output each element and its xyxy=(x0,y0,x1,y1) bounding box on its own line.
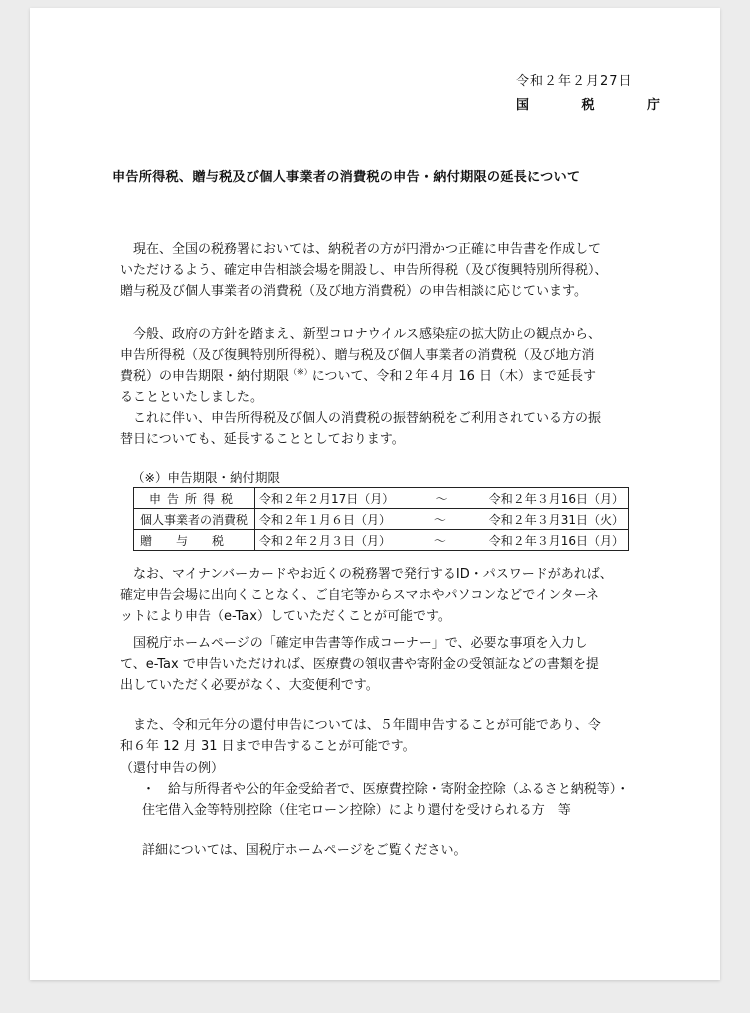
agency-char: 庁 xyxy=(646,98,660,113)
period-from: 令和２年２月17日（月） xyxy=(259,491,395,506)
table-row xyxy=(134,530,629,551)
text-segment: 費税）の申告期限・納付期限 xyxy=(120,369,290,384)
agency-char: 国 xyxy=(516,98,530,113)
period-separator: ～ xyxy=(433,533,446,548)
text-line: 確定申告会場に出向くことなく、ご自宅等からスマホやパソコンなどでインターネ xyxy=(120,588,600,603)
text-line: 替日についても、延長することとしております。 xyxy=(120,432,405,447)
example-line: 給与所得者や公的年金受給者で、医療費控除・寄附金控除（ふるさと納税等）・ xyxy=(168,782,630,797)
text-line: て、e-Tax で申告いただければ、医療費の領収書や寄附金の受領証などの書類を提 xyxy=(120,657,599,672)
bullet: ・ xyxy=(142,782,156,797)
tax-type-cell: 贈与税 xyxy=(134,530,255,551)
text-line: 和６年 12 月 31 日まで申告することが可能です。 xyxy=(120,739,416,754)
text-line: ることといたしました。 xyxy=(120,390,264,405)
issue-date: 令和２年２月27日 xyxy=(516,74,633,89)
text-line: 贈与税及び個人事業者の消費税（及び地方消費税）の申告相談に応じています。 xyxy=(120,284,587,299)
period-from: 令和２年１月６日（月） xyxy=(259,512,392,527)
table-row xyxy=(134,509,629,530)
text-line: 申告所得税（及び復興特別所得税）、贈与税及び個人事業者の消費税（及び地方消 xyxy=(120,348,595,363)
text-line: いただけるよう、確定申告相談会場を開設し、申告所得税（及び復興特別所得税）、 xyxy=(120,263,608,278)
period-from: 令和２年２月３日（月） xyxy=(259,533,392,548)
deadline-table xyxy=(133,487,629,551)
period-to: 令和２年３月31日（火） xyxy=(488,512,624,527)
example-label: （還付申告の例） xyxy=(120,761,225,776)
closing-text: 詳細については、国税庁ホームページをご覧ください。 xyxy=(142,843,467,858)
period-cell xyxy=(255,509,629,530)
text-segment: について、令和２年４月 16 日（木）まで延長す xyxy=(311,369,597,384)
text-line: 今般、政府の方針を踏まえ、新型コロナウイルス感染症の拡大防止の観点から、 xyxy=(133,327,602,342)
agency-char: 税 xyxy=(581,98,595,113)
text-line: これに伴い、申告所得税及び個人の消費税の振替納税をご利用されている方の振 xyxy=(133,411,602,426)
tax-type-cell: 個人事業者の消費税 xyxy=(134,509,255,530)
period-cell xyxy=(255,488,629,509)
period-to: 令和２年３月16日（月） xyxy=(488,491,624,506)
text-line: なお、マイナンバーカードやお近くの税務署で発行するID・パスワードがあれば、 xyxy=(133,567,613,582)
viewer-bottom-bar xyxy=(0,985,750,1013)
text-line: また、令和元年分の還付申告については、５年間申告することが可能であり、令 xyxy=(133,718,601,733)
footnote-mark: （※） xyxy=(289,367,312,377)
deadline-note-label: （※）申告期限・納付期限 xyxy=(132,470,280,485)
text-line: 国税庁ホームページの「確定申告書等作成コーナー」で、必要な事項を入力し xyxy=(133,636,588,651)
tax-type-cell: 申告所得税 xyxy=(134,488,255,509)
table-row xyxy=(134,488,629,509)
text-line: 現在、全国の税務署においては、納税者の方が円滑かつ正確に申告書を作成して xyxy=(133,242,602,257)
issuing-agency xyxy=(516,94,660,113)
example-line: 住宅借入金等特別控除（住宅ローン控除）により還付を受けられる方 等 xyxy=(142,803,571,818)
text-line: 出していただく必要がなく、大変便利です。 xyxy=(120,678,379,693)
text-line: ットにより申告（e-Tax）していただくことが可能です。 xyxy=(120,609,451,624)
period-cell xyxy=(255,530,629,551)
period-separator: ～ xyxy=(433,512,446,527)
period-separator: ～ xyxy=(435,491,448,506)
period-to: 令和２年３月16日（月） xyxy=(488,533,624,548)
text-line xyxy=(120,365,596,384)
document-title: 申告所得税、贈与税及び個人事業者の消費税の申告・納付期限の延長について xyxy=(112,170,581,185)
document-page xyxy=(30,8,720,980)
